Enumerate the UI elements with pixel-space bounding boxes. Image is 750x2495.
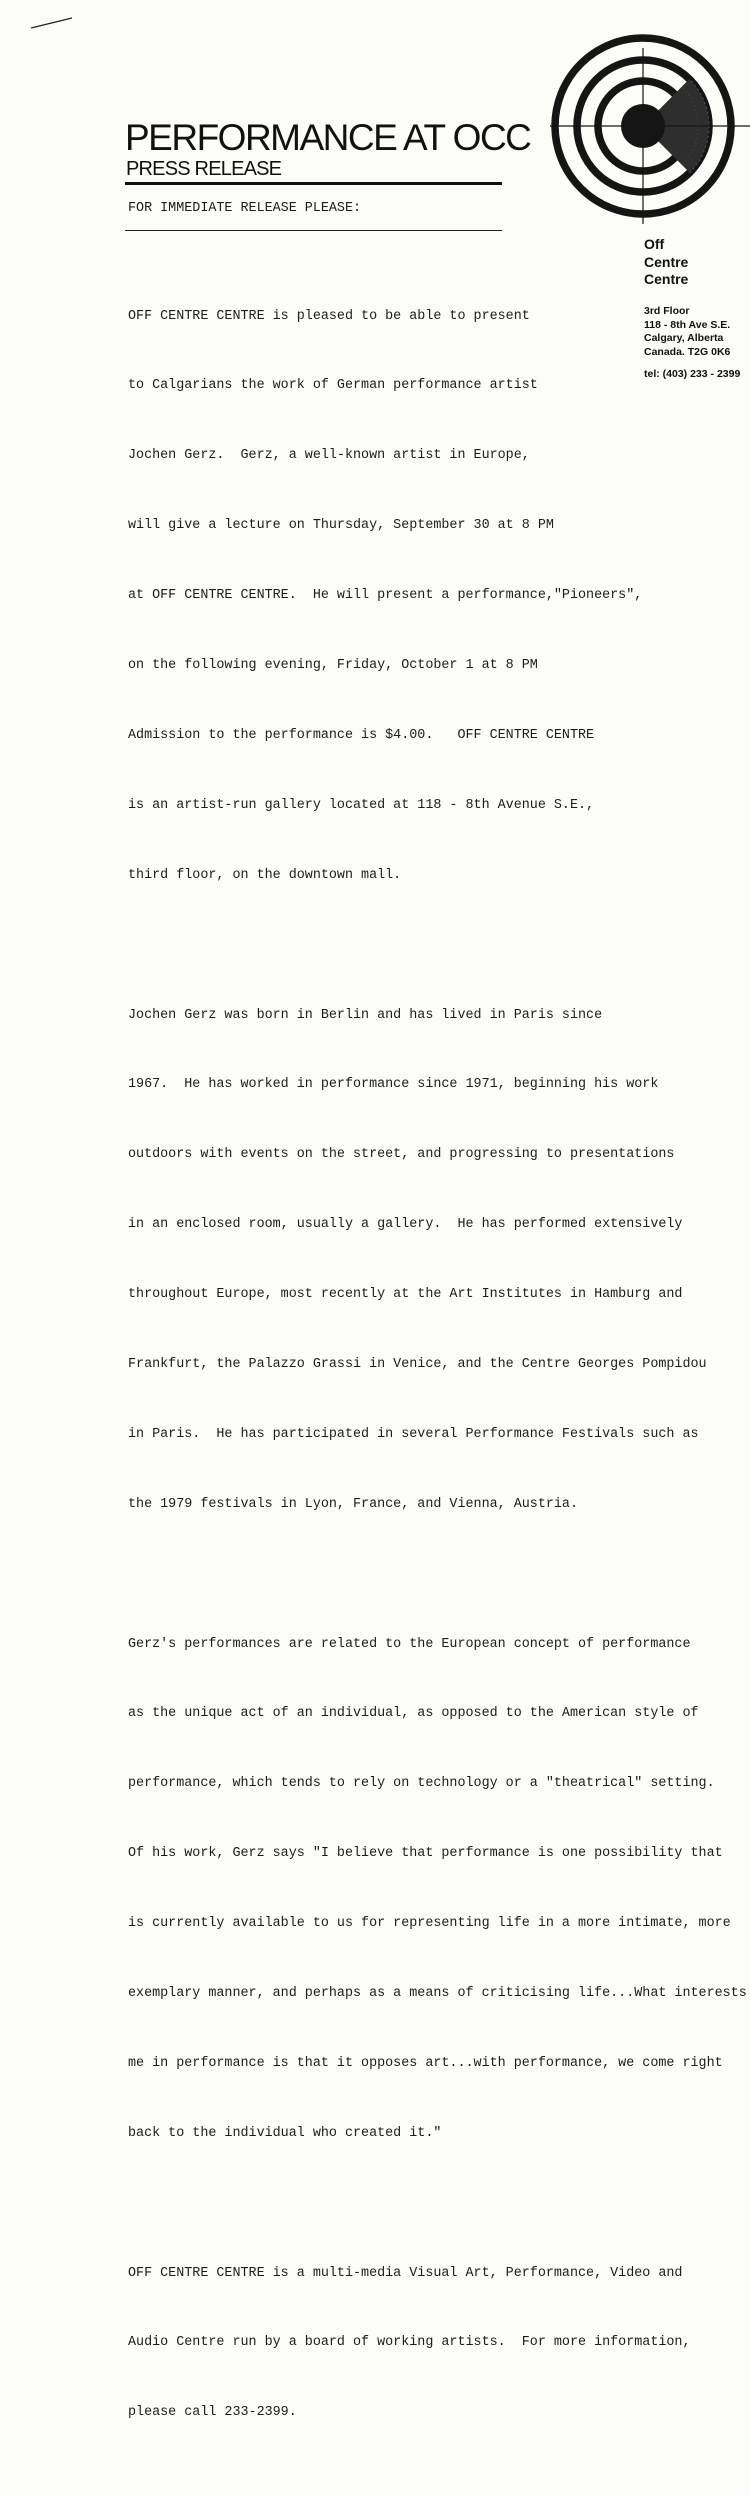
text-line: in an enclosed room, usually a gallery. He has performed extensively — [128, 1217, 683, 1233]
text-line: is an artist-run gallery located at 118 - 8th Avenue S.E., — [128, 797, 595, 813]
pen-mark — [30, 16, 74, 30]
text-line: Of his work, Gerz says "I believe that performance is one possibility that — [128, 1846, 723, 1862]
title-underline — [125, 182, 502, 185]
text-line: is currently available to us for representing life in a more intimate, more — [128, 1916, 731, 1932]
text-line: me in performance is that it opposes art...with performance, we come right — [128, 2055, 723, 2071]
text-line: OFF CENTRE CENTRE is pleased to be able to present — [128, 308, 530, 324]
org-name-line: Off — [644, 236, 665, 252]
text-line: Admission to the performance is $4.00. OFF CENTRE CENTRE — [128, 727, 595, 743]
address-line: Calgary, Alberta — [644, 332, 724, 344]
press-release-body — [128, 258, 747, 2495]
text-line: at OFF CENTRE CENTRE. He will present a performance,"Pioneers", — [128, 588, 643, 604]
text-line: to Calgarians the work of German performance artist — [128, 378, 538, 394]
paragraph-quote — [128, 1586, 747, 2192]
release-underline — [125, 230, 502, 231]
org-name-line: Centre — [644, 253, 689, 270]
text-line: in Paris. He has participated in several Performance Festivals such as — [128, 1426, 699, 1442]
address-line: Canada. T2G 0K6 — [644, 345, 731, 358]
text-line: Audio Centre run by a board of working artists. For more information, — [128, 2335, 691, 2351]
text-line: Jochen Gerz was born in Berlin and has lived in Paris since — [128, 1007, 603, 1023]
release-label: FOR IMMEDIATE RELEASE PLEASE: — [128, 201, 362, 216]
paragraph-biography — [128, 957, 728, 1563]
text-line: outdoors with events on the street, and progressing to presentations — [128, 1147, 675, 1163]
text-line: will give a lecture on Thursday, September 30 at 8 PM — [128, 518, 554, 534]
address-line: 3rd Floor — [644, 305, 690, 317]
page-subtitle: PRESS RELEASE — [126, 158, 282, 180]
org-name-line: Centre — [644, 271, 689, 287]
org-phone: tel: (403) 233 - 2399 — [644, 368, 741, 380]
text-line: third floor, on the downtown mall. — [128, 867, 402, 883]
text-line: Jochen Gerz. Gerz, a well-known artist in Europe, — [128, 448, 530, 464]
paragraph-announcement — [128, 258, 731, 934]
address-line: 118 - 8th Ave S.E. — [644, 318, 731, 331]
text-line: please call 233-2399. — [128, 2405, 297, 2421]
text-line: OFF CENTRE CENTRE is a multi-media Visual Art, Performance, Video and — [128, 2265, 683, 2281]
text-line: back to the individual who created it." — [128, 2125, 442, 2141]
text-line: the 1979 festivals in Lyon, France, and Vienna, Austria. — [128, 1496, 578, 1512]
text-line: throughout Europe, most recently at the Art Institutes in Hamburg and — [128, 1287, 683, 1303]
page-title: PERFORMANCE AT OCC — [125, 117, 531, 158]
paragraph-about — [128, 2215, 728, 2471]
text-line: on the following evening, Friday, October 1 at 8 PM — [128, 658, 538, 674]
text-line: performance, which tends to rely on technology or a "theatrical" setting. — [128, 1776, 715, 1792]
text-line: as the unique act of an individual, as opposed to the American style of — [128, 1706, 699, 1722]
text-line: 1967. He has worked in performance since 1971, beginning his work — [128, 1077, 659, 1093]
text-line: exemplary manner, and perhaps as a means of criticising life...What interests — [128, 1985, 747, 2001]
text-line: Gerz's performances are related to the European concept of performance — [128, 1636, 691, 1652]
text-line: Frankfurt, the Palazzo Grassi in Venice, and the Centre Georges Pompidou — [128, 1356, 707, 1372]
occ-target-logo-icon — [550, 48, 750, 224]
